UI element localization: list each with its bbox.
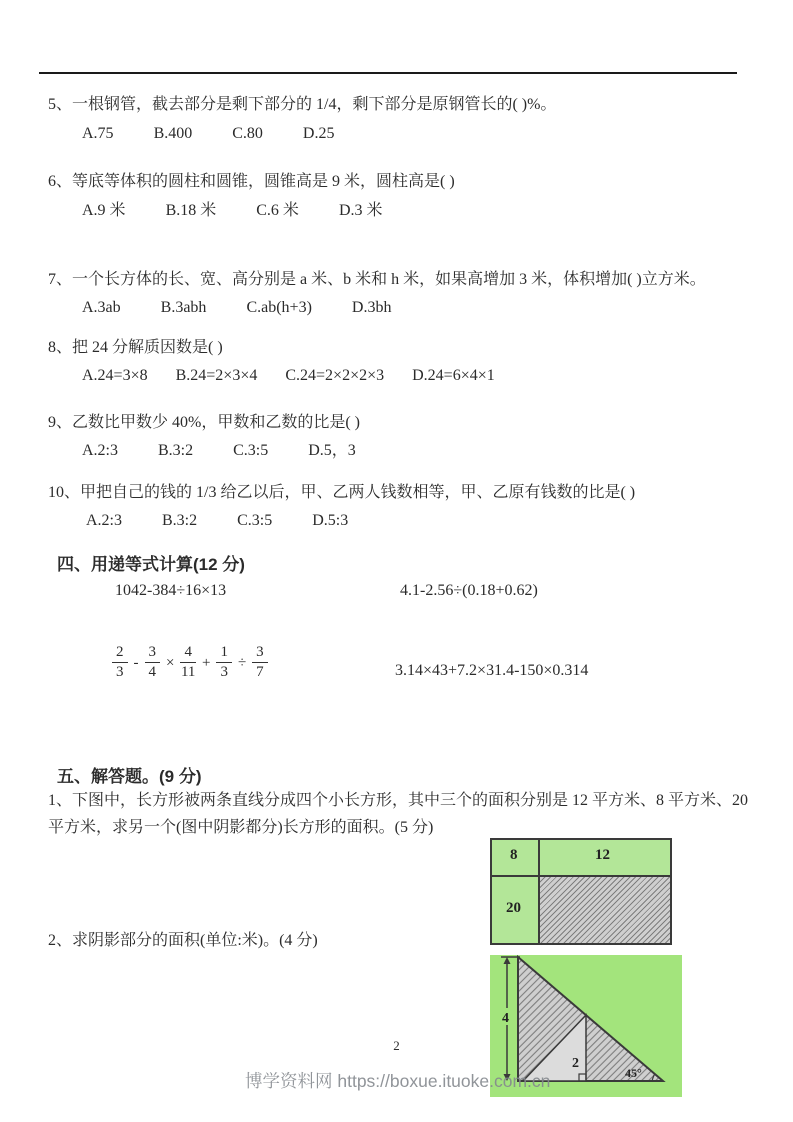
inner-height-label: 2 [572, 1056, 579, 1071]
option-b: B.3abh [160, 299, 207, 316]
operator: + [201, 654, 211, 671]
numerator: 4 [180, 644, 196, 663]
denominator: 4 [148, 664, 156, 680]
option-a: A.2:3 [82, 442, 118, 459]
option-d: D.3bh [351, 299, 392, 316]
rectangle-area-figure [490, 838, 672, 945]
question-10-stem: 10、甲把自己的钱的 1/3 给乙以后，甲、乙两人钱数相等，甲、乙原有钱数的比是( ) [48, 484, 636, 501]
numerator: 2 [112, 644, 128, 663]
option-c: C.ab(h+3) [246, 299, 312, 316]
option-a: A.24=3×8 [82, 367, 148, 384]
fraction [252, 644, 268, 681]
option-c: C.3:5 [237, 512, 273, 529]
numerator: 3 [145, 644, 161, 663]
calc-expression-fraction [108, 644, 272, 681]
question-5-stem: 5、一根钢管，截去部分是剩下部分的 1/4，剩下部分是原钢管长的( )%。 [48, 96, 557, 113]
option-b: B.400 [153, 125, 193, 142]
option-a: A.3ab [82, 299, 121, 316]
option-c: C.3:5 [233, 442, 269, 459]
operator: ÷ [237, 654, 247, 671]
section-5-heading: 五、解答题。(9 分) [57, 767, 202, 786]
option-c: C.80 [232, 125, 263, 142]
option-b: B.24=2×3×4 [175, 367, 258, 384]
header-rule [39, 72, 737, 74]
question-9-options [82, 441, 396, 461]
denominator: 3 [220, 664, 228, 680]
option-a: A.2:3 [86, 512, 122, 529]
fraction [180, 644, 196, 681]
question-5-options [82, 124, 374, 144]
option-a: A.75 [82, 125, 114, 142]
operator: - [133, 654, 139, 671]
calc-expression-2: 4.1-2.56÷(0.18+0.62) [400, 582, 538, 599]
question-7-options [82, 298, 431, 318]
option-d: D.24=6×4×1 [412, 367, 495, 384]
option-b: B.18 米 [165, 202, 217, 219]
question-10-options [86, 511, 388, 531]
denominator: 3 [116, 664, 124, 680]
area-label-8: 8 [510, 847, 518, 863]
angle-label: 45° [625, 1066, 642, 1080]
option-d: D.5，3 [308, 442, 356, 459]
numerator: 3 [252, 644, 268, 663]
operator: × [166, 654, 175, 671]
question-6-stem: 6、等底等体积的圆柱和圆锥，圆锥高是 9 米，圆柱高是( ) [48, 173, 455, 190]
option-c: C.6 米 [256, 202, 299, 219]
denominator: 7 [256, 664, 264, 680]
shaded-region [540, 877, 670, 943]
option-a: A.9 米 [82, 202, 126, 219]
option-d: D.5:3 [312, 512, 349, 529]
question-8-stem: 8、把 24 分解质因数是( ) [48, 339, 223, 356]
watermark-text: 博学资料网 https://boxue.ituoke.com.cn [245, 1071, 551, 1091]
calc-expression-1: 1042-384÷16×13 [115, 582, 227, 599]
question-8-options [82, 366, 523, 386]
question-7-stem: 7、一个长方体的长、宽、高分别是 a 米、b 米和 h 米，如果高增加 3 米，体积增加( )立方米。 [48, 271, 706, 288]
area-label-20: 20 [506, 900, 521, 916]
question-6-options [82, 201, 423, 221]
question-9-stem: 9、乙数比甲数少 40%，甲数和乙数的比是( ) [48, 414, 360, 431]
solve-question-1: 1、下图中，长方形被两条直线分成四个小长方形，其中三个的面积分别是 12 平方米、8 平方米、20 平方米，求另一个(图中阴影都分)长方形的面积。(5 分) [48, 792, 749, 836]
option-d: D.25 [302, 125, 335, 142]
option-b: B.3:2 [162, 512, 198, 529]
solve-question-2: 2、求阴影部分的面积(单位:米)。(4 分) [48, 932, 318, 949]
numerator: 1 [216, 644, 232, 663]
option-c: C.24=2×2×2×3 [285, 367, 385, 384]
height-label: 4 [502, 1011, 509, 1026]
section-4-heading: 四、用递等式计算(12 分) [57, 555, 245, 574]
page-number: 2 [393, 1038, 400, 1053]
calc-expression-3: 3.14×43+7.2×31.4-150×0.314 [395, 662, 589, 679]
option-b: B.3:2 [158, 442, 194, 459]
area-label-12: 12 [595, 847, 610, 863]
fraction [112, 644, 128, 681]
fraction [145, 644, 161, 681]
fraction [216, 644, 232, 681]
option-d: D.3 米 [338, 202, 383, 219]
denominator: 11 [180, 664, 196, 680]
